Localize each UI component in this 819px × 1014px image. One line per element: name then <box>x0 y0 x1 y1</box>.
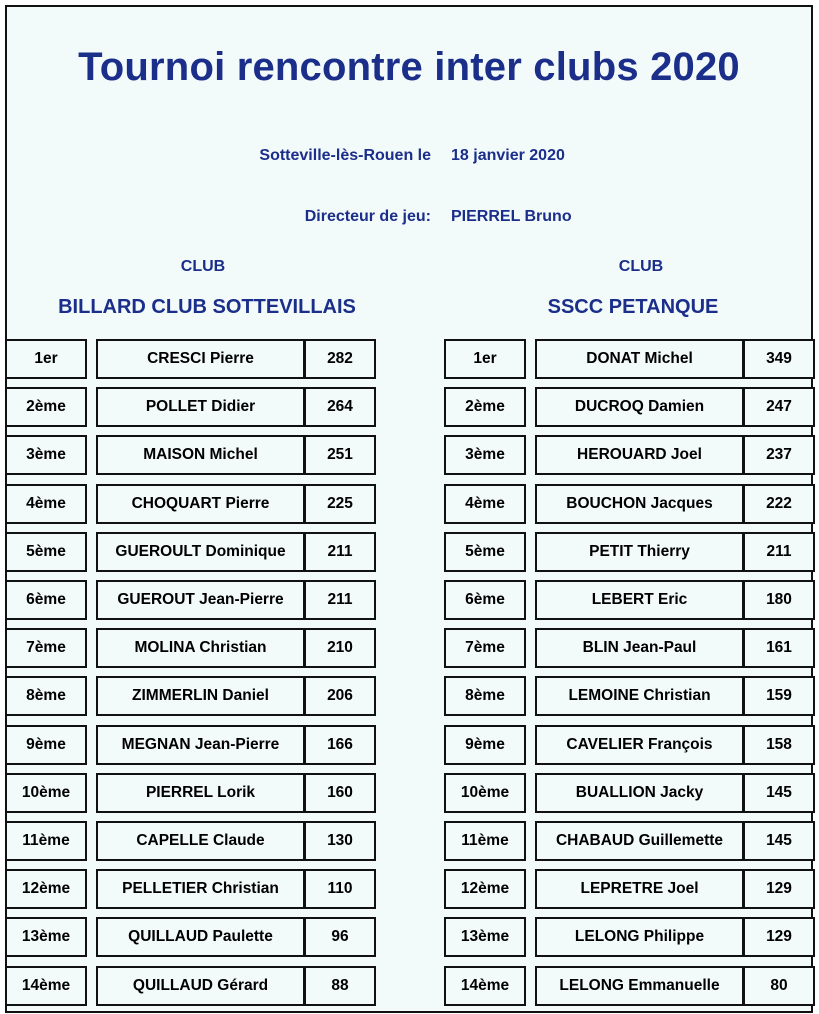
player-name-cell: CAPELLE Claude <box>96 821 305 861</box>
place-label: Sotteville-lès-Rouen le <box>259 147 431 164</box>
score-cell: 237 <box>743 435 815 475</box>
rank-cell: 12ème <box>5 869 87 909</box>
rank-cell: 14ème <box>444 966 526 1006</box>
rank-cell: 3ème <box>444 435 526 475</box>
rank-cell: 9ème <box>5 725 87 765</box>
score-cell: 251 <box>304 435 376 475</box>
score-cell: 349 <box>743 339 815 379</box>
rank-cell: 3ème <box>5 435 87 475</box>
player-name-cell: QUILLAUD Paulette <box>96 917 305 957</box>
player-name-cell: CAVELIER François <box>535 725 744 765</box>
player-name-cell: HEROUARD Joel <box>535 435 744 475</box>
rank-cell: 8ème <box>5 676 87 716</box>
rank-cell: 6ème <box>444 580 526 620</box>
score-cell: 129 <box>743 869 815 909</box>
player-name-cell: DUCROQ Damien <box>535 387 744 427</box>
left-club-label: CLUB <box>180 258 226 275</box>
player-name-cell: LELONG Emmanuelle <box>535 966 744 1006</box>
score-cell: 180 <box>743 580 815 620</box>
score-cell: 211 <box>304 580 376 620</box>
score-cell: 247 <box>743 387 815 427</box>
rank-cell: 10ème <box>444 773 526 813</box>
rank-cell: 7ème <box>444 628 526 668</box>
rank-cell: 2ème <box>5 387 87 427</box>
score-cell: 88 <box>304 966 376 1006</box>
rank-cell: 1er <box>444 339 526 379</box>
player-name-cell: MOLINA Christian <box>96 628 305 668</box>
rank-cell: 9ème <box>444 725 526 765</box>
player-name-cell: BLIN Jean-Paul <box>535 628 744 668</box>
player-name-cell: LELONG Philippe <box>535 917 744 957</box>
director-name: PIERREL Bruno <box>451 208 572 225</box>
rank-cell: 11ème <box>5 821 87 861</box>
director-label: Directeur de jeu: <box>304 208 431 225</box>
rank-cell: 11ème <box>444 821 526 861</box>
score-cell: 129 <box>743 917 815 957</box>
player-name-cell: BOUCHON Jacques <box>535 484 744 524</box>
score-cell: 206 <box>304 676 376 716</box>
player-name-cell: GUEROULT Dominique <box>96 532 305 572</box>
rank-cell: 5ème <box>444 532 526 572</box>
rank-cell: 5ème <box>5 532 87 572</box>
rank-cell: 6ème <box>5 580 87 620</box>
score-cell: 110 <box>304 869 376 909</box>
page-title: Tournoi rencontre inter clubs 2020 <box>78 45 740 89</box>
left-club-name: BILLARD CLUB SOTTEVILLAIS <box>58 296 356 318</box>
rank-cell: 8ème <box>444 676 526 716</box>
player-name-cell: ZIMMERLIN Daniel <box>96 676 305 716</box>
tournament-sheet <box>5 5 813 1013</box>
player-name-cell: GUEROUT Jean-Pierre <box>96 580 305 620</box>
player-name-cell: BUALLION Jacky <box>535 773 744 813</box>
player-name-cell: MAISON Michel <box>96 435 305 475</box>
score-cell: 161 <box>743 628 815 668</box>
score-cell: 222 <box>743 484 815 524</box>
rank-cell: 7ème <box>5 628 87 668</box>
rank-cell: 10ème <box>5 773 87 813</box>
player-name-cell: LEPRETRE Joel <box>535 869 744 909</box>
score-cell: 160 <box>304 773 376 813</box>
player-name-cell: MEGNAN Jean-Pierre <box>96 725 305 765</box>
rank-cell: 4ème <box>444 484 526 524</box>
score-cell: 211 <box>743 532 815 572</box>
right-club-name: SSCC PETANQUE <box>547 296 719 318</box>
rank-cell: 14ème <box>5 966 87 1006</box>
score-cell: 225 <box>304 484 376 524</box>
score-cell: 145 <box>743 821 815 861</box>
player-name-cell: LEMOINE Christian <box>535 676 744 716</box>
rank-cell: 13ème <box>444 917 526 957</box>
rank-cell: 13ème <box>5 917 87 957</box>
player-name-cell: LEBERT Eric <box>535 580 744 620</box>
score-cell: 159 <box>743 676 815 716</box>
score-cell: 166 <box>304 725 376 765</box>
player-name-cell: POLLET Didier <box>96 387 305 427</box>
player-name-cell: CRESCI Pierre <box>96 339 305 379</box>
rank-cell: 2ème <box>444 387 526 427</box>
score-cell: 96 <box>304 917 376 957</box>
score-cell: 145 <box>743 773 815 813</box>
score-cell: 158 <box>743 725 815 765</box>
score-cell: 210 <box>304 628 376 668</box>
player-name-cell: DONAT Michel <box>535 339 744 379</box>
player-name-cell: CHOQUART Pierre <box>96 484 305 524</box>
event-date: 18 janvier 2020 <box>451 147 565 164</box>
player-name-cell: PETIT Thierry <box>535 532 744 572</box>
rank-cell: 4ème <box>5 484 87 524</box>
rank-cell: 12ème <box>444 869 526 909</box>
score-cell: 264 <box>304 387 376 427</box>
right-club-label: CLUB <box>618 258 664 275</box>
player-name-cell: CHABAUD Guillemette <box>535 821 744 861</box>
score-cell: 130 <box>304 821 376 861</box>
score-cell: 211 <box>304 532 376 572</box>
player-name-cell: PIERREL Lorik <box>96 773 305 813</box>
score-cell: 80 <box>743 966 815 1006</box>
player-name-cell: QUILLAUD Gérard <box>96 966 305 1006</box>
rank-cell: 1er <box>5 339 87 379</box>
player-name-cell: PELLETIER Christian <box>96 869 305 909</box>
score-cell: 282 <box>304 339 376 379</box>
